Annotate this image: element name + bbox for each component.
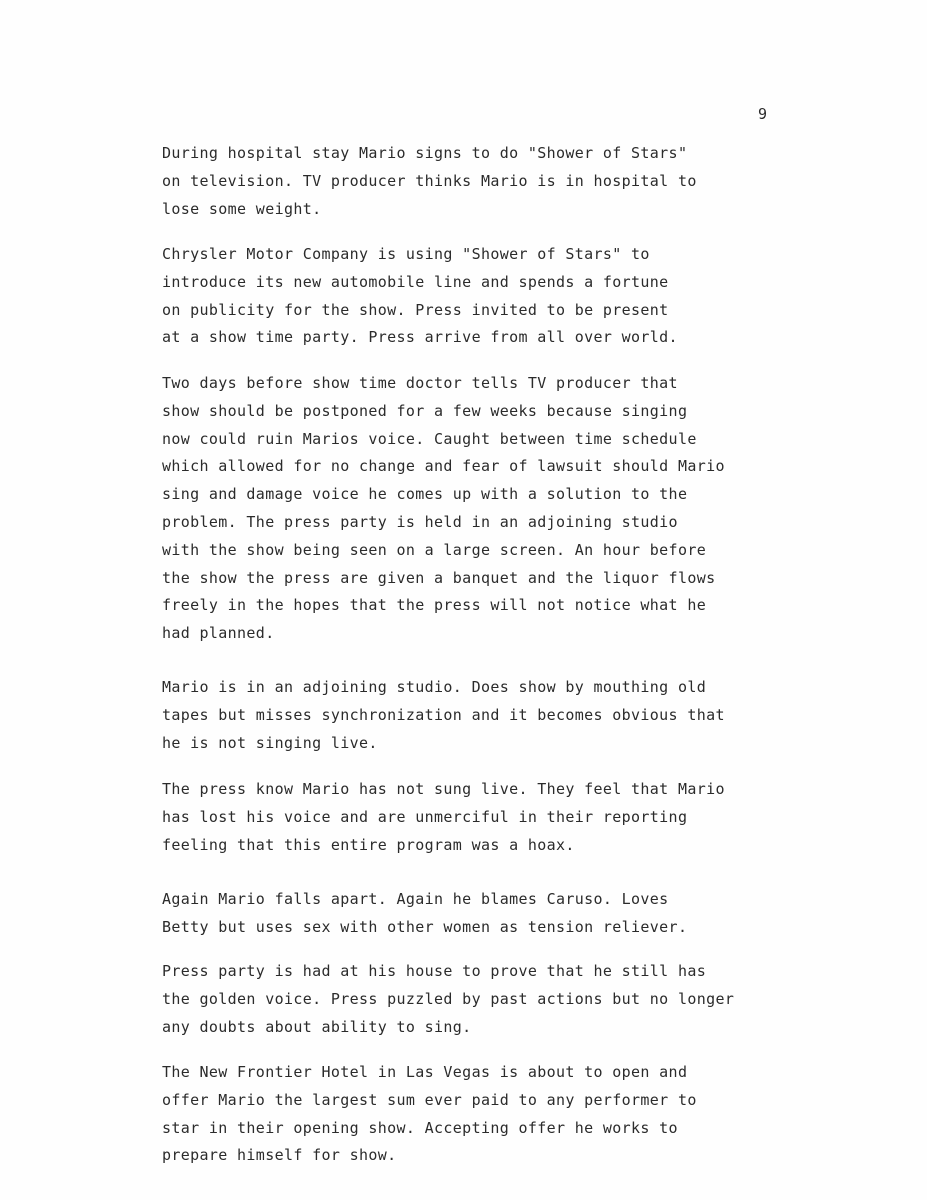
paragraph-falls-apart: Again Mario falls apart. Again he blames Caruso. Loves Betty but uses sex with other women as tension reliever. <box>162 890 688 936</box>
paragraph-new-frontier: The New Frontier Hotel in Las Vegas is about to open and offer Mario the largest sum ever paid to any performer to star in their opening show. Accepting offer he works to prepare himself for show. <box>162 1063 697 1165</box>
paragraph-adjoining-studio: Mario is in an adjoining studio. Does show by mouthing old tapes but misses synchronization and it becomes obvious that he is not singing live. <box>162 678 725 752</box>
paragraph-hospital-stay: During hospital stay Mario signs to do "Shower of Stars" on television. TV producer thinks Mario is in hospital to lose some weight. <box>162 144 697 218</box>
page-number: 9 <box>758 105 768 123</box>
paragraph-press-party: Press party is had at his house to prove that he still has the golden voice. Press puzzled by past actions but no longer any doubts about ability to sing. <box>162 962 735 1036</box>
paragraph-chrysler: Chrysler Motor Company is using "Shower of Stars" to introduce its new automobile line and spends a fortune on publicity for the show. Press invited to be present at a show time party. Press arrive from all over world. <box>162 245 678 347</box>
paragraph-press-know: The press know Mario has not sung live. They feel that Mario has lost his voice and are unmerciful in their reporting feeling that this entire program was a hoax. <box>162 780 725 854</box>
paragraph-two-days-before: Two days before show time doctor tells TV producer that show should be postponed for a few weeks because singing now could ruin Marios voice. Caught between time schedule which allowed for no change and fear of lawsuit should Mario sing and damage voice he comes up with a solution to the problem. The press party is held in an adjoining studio with the show being seen on a large screen. An hour before the show the press are given a banquet and the liquor flows freely in the hopes that the press will not notice what he had planned. <box>162 374 725 643</box>
